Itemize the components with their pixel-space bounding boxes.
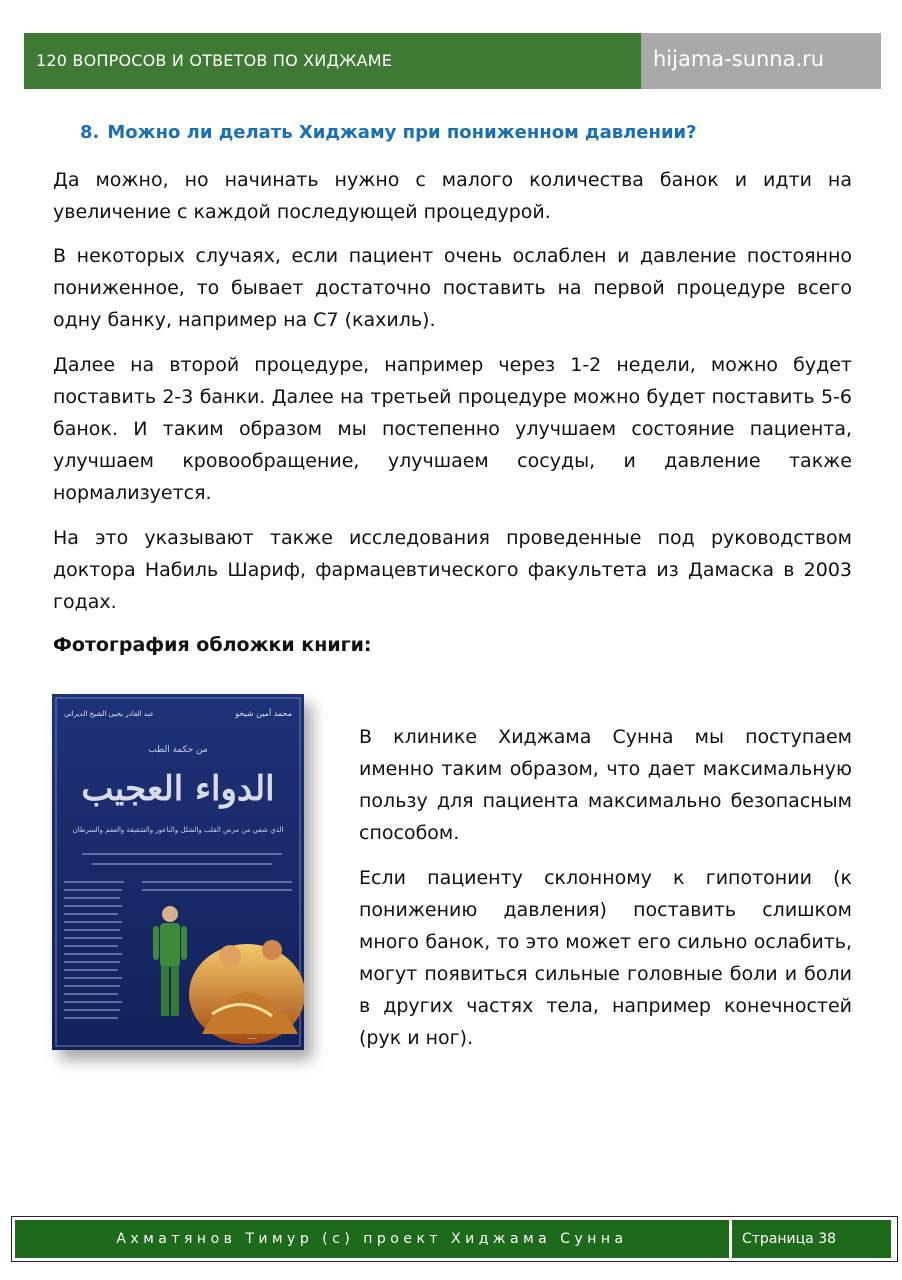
footer-author: Ахматянов Тимур (с) проект Хиджама Сунна xyxy=(116,1231,628,1247)
header-site-bar xyxy=(641,33,881,89)
section-heading xyxy=(80,122,697,143)
page-footer xyxy=(11,1216,898,1262)
header-title: 120 ВОПРОСОВ И ОТВЕТОВ ПО ХИДЖАМЕ xyxy=(36,51,393,70)
cover-subtitle: الذي شفي من مرض القلب والشلل والناعور والشقيقة والعقم والسرطان xyxy=(72,826,284,834)
paragraph-3: Далее на второй процедуре, например через 1-2 недели, можно будет поставить 2-3 банки. Далее на третьей процедуре можно будет поставить 5-6 банок. И таким образом мы постепенно улучшаем состояние пациента, улучшаем кровообращение, улучшаем сосуды, и давление также нормализуется. xyxy=(53,354,852,504)
side-paragraph-1: В клинике Хиджама Сунна мы поступаем именно таким образом, что дает максимальную пользу для пациента максимально безопасным способом. xyxy=(359,726,852,844)
cover-series: من حكمة الطب xyxy=(148,745,208,755)
cover-author-left: عبد القادر يحيى الشيخ الديراني xyxy=(64,710,154,718)
header-site-link[interactable]: hijama-sunna.ru xyxy=(653,47,825,71)
cover-title: الدواء العجيب xyxy=(81,769,275,809)
footer-page-bar xyxy=(732,1220,891,1258)
cover-publisher: ـــــ xyxy=(247,1034,257,1041)
side-paragraph-2: Если пациенту склонному к гипотонии (к понижению давления) поставить слишком много банок, то это может его сильно ослабить, могут появиться сильные головные боли и боли в других частях тела, например конечностей (рук и ног). xyxy=(359,867,852,1049)
footer-author-bar xyxy=(15,1220,729,1258)
cover-author-right: محمد أمين شيخو xyxy=(235,709,292,718)
section-number: 8. xyxy=(80,122,100,143)
header-title-bar xyxy=(24,33,641,89)
page-number: Страница 38 xyxy=(742,1231,837,1247)
photo-caption: Фотография обложки книги: xyxy=(53,634,372,656)
page-header xyxy=(24,33,881,89)
paragraph-1: Да можно, но начинать нужно с малого количества банок и идти на увеличение с каждой последующей процедурой. xyxy=(53,169,852,223)
book-cover-image xyxy=(52,694,304,1050)
paragraph-4: На это указывают также исследования проведенные под руководством доктора Набиль Шариф, фармацевтического факультета из Дамаска в 2003 годах. xyxy=(53,527,852,613)
section-title: Можно ли делать Хиджаму при пониженном давлении? xyxy=(107,122,697,143)
paragraph-2: В некоторых случаях, если пациент очень ослаблен и давление постоянно пониженное, то бывает достаточно поставить на первой процедуре всего одну банку, например на С7 (кахиль). xyxy=(53,245,852,331)
